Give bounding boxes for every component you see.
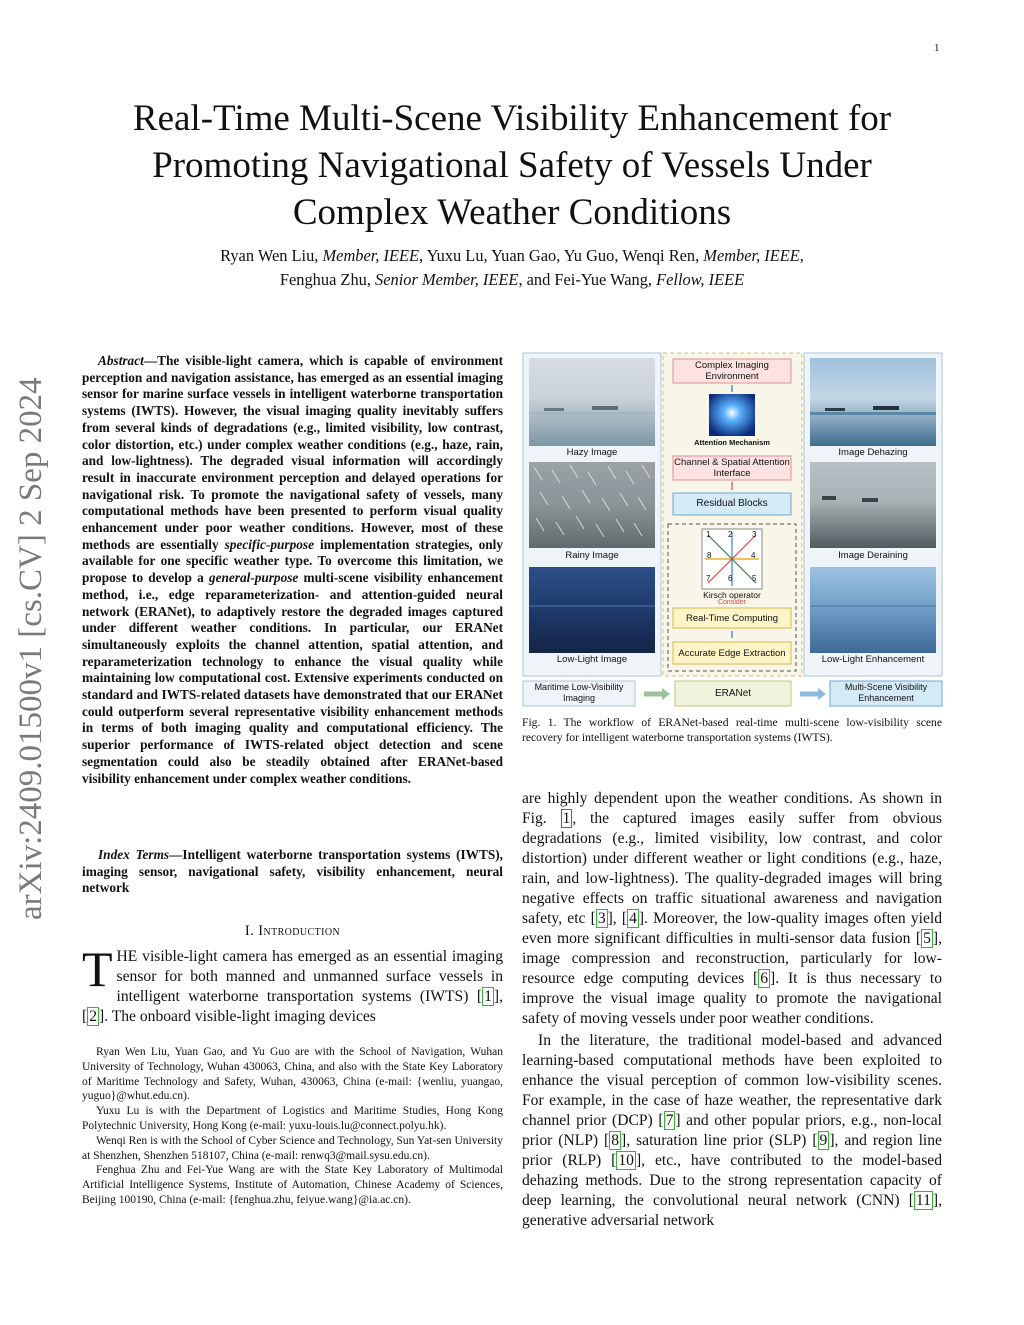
label-dehazing: Image Dehazing [838,447,908,458]
figure-caption [522,716,942,745]
drop-cap: T [82,941,113,997]
page-number: 1 [934,42,940,54]
footnote: Ryan Wen Liu, Yuan Gao, and Yu Guo are with the School of Navigation, Wuhan University of Technology, Wuhan 430063, China, and also with the State Key Laboratory of Maritime Technology and Safety, Wuhan, 430063, China (e-mail: {wenliu, yuangao, yuguo}@whut.edu.cn). [82,1046,503,1103]
label-enhancement: Low-Light Enhancement [821,654,925,665]
title-line-2: Promoting Navigational Safety of Vessels Under [152,145,872,186]
title-line-1: Real-Time Multi-Scene Visibility Enhancement for [132,98,892,139]
label-eranet: ERANet [714,688,752,699]
body-text: , the captured images easily suffer from obvious degradations (e.g., limited visibility, low contrast, and color distortion) under different weather or light conditions (e.g., haze, rain, and low-lightness). The quality-degraded images will bring negative effects on traffic situational awareness and navigation safety, etc [ [522,810,942,927]
section-number: I. [244,923,255,939]
citation-link[interactable]: 10 [618,1152,634,1169]
body-text: ], generative adversarial network [522,1192,942,1229]
abstract [82,353,503,787]
figure-link[interactable]: 1 [562,810,571,827]
label-low-light: Low-Light Image [556,654,628,665]
hazy-image [529,358,655,446]
body-text: ], etc., have contributed to the model-based dehazing methods. Due to the strong representation capacity of deep learning, the convolutional neural network (CNN) [ [522,1152,942,1209]
author-footnotes [82,1045,503,1208]
abstract-emphasis: specific-purpose [224,536,314,552]
author-text: Ryan Wen Liu, [220,246,323,265]
intro-text: HE visible-light camera has emerged as an essential imaging sensor for both manned and unmanned surface vessels in intelligent waterborne transportation systems (IWTS) [ [116,948,503,1005]
author-line-2 [60,268,964,292]
title-line-3: Complex Weather Conditions [292,192,732,233]
body-text: ]. Moreover, the low-quality images often yield even more significant difficulties in multi-sensor data fusion [ [522,910,942,947]
citation-link[interactable]: 7 [665,1112,674,1129]
kirsch-num: 4 [751,551,756,560]
abstract-text: —The visible-light camera, which is capable of environment perception and navigation assistance, has emerged as an essential imaging sensor for marine surface vessels in intelligent waterborne transportation systems (IWTS). However, the visual imaging quality inevitably suffers from several kinds of degradations (e.g., limited visibility, low contrast, color distortion, etc.) under complex weather conditions (e.g., haze, rain, and low-lightness). The degraded visual information will accordingly result in inaccurate environment perception and delayed operations for navigational risk. To promote the navigational safety of vessels, many computational methods have been presented to perform visual quality enhancement under poor weather conditions. However, most of these methods are essentially [82,353,503,552]
citation-link[interactable]: 8 [611,1132,620,1149]
abstract-label: Abstract [98,353,144,368]
footnote: Yuxu Lu is with the Department of Logistics and Maritime Studies, Hong Kong Polytechnic University, Hong Kong (e-mail: yuxu-louis.lu@connect.polyu.hk). [82,1105,503,1132]
abstract-text: implementation strategies, only available for one specific weather type. To overcome this limitation, we propose to develop a [82,536,503,586]
section-heading [82,923,503,940]
low-light-image [529,567,655,653]
paragraph [522,1031,942,1231]
author-line-1 [60,244,964,268]
label-hazy: Hazy Image [566,447,618,458]
body-text: ], saturation line prior (SLP) [ [621,1132,818,1149]
label-output: Multi-Scene Visibility Enhancement [844,682,928,703]
attention-head-icon [709,394,755,436]
right-column-body [522,789,942,1231]
citation-link[interactable]: 4 [629,910,637,927]
kirsch-num: 8 [707,551,712,560]
index-terms-label: Index Terms [98,847,170,862]
body-text: ], image compression and reconstruction, particularly for low-resource edge computing devices [ [522,930,942,987]
body-text: ]. It is thus necessary to improve the visual image quality to promote the navigational safety of moving vessels under poor weather conditions. [522,970,942,1027]
caption-text: The workflow of ERANet-based real-time multi-scene low-visibility scene recovery for intelligent waterborne transportation systems (IWTS). [522,716,942,744]
author-role: Senior Member, IEEE [375,270,519,289]
label-kirsch: Kirsch operator [703,590,761,600]
author-list [60,244,964,292]
arxiv-stamp: arXiv:2409.01500v1 [cs.CV] 2 Sep 2024 [13,377,49,920]
label-residual: Residual Blocks [696,498,768,509]
label-deraining: Image Deraining [838,550,908,561]
figure-1 [522,352,944,708]
body-text: In the literature, the traditional model-based and advanced learning-based computational methods have been exploited to enhance the visual perception of common low-visibility scenes. For example, in the case of haze weather, the representative dark channel prior (DCP) [ [522,1032,942,1129]
citation-link[interactable]: 3 [597,910,606,927]
body-text: are highly dependent upon the weather conditions. As shown in Fig. [522,790,942,827]
index-terms [82,847,503,897]
enhanced-image [810,567,936,653]
abstract-emphasis: general-purpose [208,570,299,586]
author-text: , Yuxu Lu, Yuan Gao, Yu Guo, Wenqi Ren, [419,246,704,265]
dehazed-image [810,358,936,446]
abstract-text: multi-scene visibility enhancement method, i.e., edge reparameterization- and attention-guided neural network (ERANet), to adaptively restore the degraded images captured under different weather conditions. In particular, our ERANet simultaneously exploits the channel attention, spatial attention, and reparameterization technology to enhance the visual quality while maintaining low computational cost. Extensive experiments conducted on standard and IWTS-related datasets have demonstrated that our ERANet could outperform several representative visibility enhancement methods in terms of both imaging quality and computational efficiency. The superior performance of IWTS-related object detection and scene segmentation could also be steadily obtained after ERANet-based visibility enhancement under complex weather conditions. [82,570,503,786]
author-text: , and Fei-Yue Wang, [518,270,657,289]
citation-link[interactable]: 6 [760,970,769,987]
author-role: Member, IEEE [703,246,800,265]
intro-text: ]. The onboard visible-light imaging devices [99,1008,376,1025]
citation-link[interactable]: 2 [89,1008,97,1025]
label-rainy: Rainy Image [565,550,619,561]
citation-link[interactable]: 1 [484,988,492,1005]
label-channel: Channel & Spatial Attention Interface [674,457,790,479]
derained-image [810,462,936,548]
body-text: ] and other popular priors, e.g., non-local prior (NLP) [ [522,1112,942,1149]
author-text: Fenghua Zhu, [279,270,376,289]
section-title: Introduction [258,923,341,939]
footnote: Fenghua Zhu and Fei-Yue Wang are with the State Key Laboratory of Multimodal Artificial Intelligence Systems, Institute of Automation, Chinese Academy of Sciences, Beijing 100190, China (e-mail: {fenghua.zhu, feiyue.wang}@ia.ac.cn). [82,1164,503,1206]
citation-link[interactable]: 5 [923,930,931,947]
paper-title [60,95,964,236]
citation-link[interactable]: 9 [819,1132,828,1149]
kirsch-num: 2 [728,530,733,539]
kirsch-num: 7 [706,574,711,583]
label-input: Maritime Low-Visibility Imaging [534,682,624,703]
label-attention: Attention Mechanism [694,438,770,447]
body-text: ], [ [607,910,628,927]
author-text: , [799,246,804,265]
paragraph [522,789,942,1029]
label-consider: Consider [717,599,746,606]
kirsch-num: 5 [752,574,757,583]
caption-label: Fig. 1. [522,716,557,729]
kirsch-num: 6 [728,574,733,583]
footnote: Wenqi Ren is with the School of Cyber Science and Technology, Sun Yat-sen University at Shenzhen, Shenzhen 518107, China (e-mail: renwq3@mail.sysu.edu.cn). [82,1134,503,1162]
index-terms-text: —Intelligent waterborne transportation systems (IWTS), imaging sensor, navigational safety, visibility enhancement, neural network [82,847,503,896]
author-role: Member, IEEE [322,246,420,265]
label-complex: Complex Imaging Environment [695,360,769,382]
kirsch-num: 3 [752,530,757,539]
intro-paragraph [82,941,503,1027]
author-role: Fellow, IEEE [656,270,745,289]
citation-link[interactable]: 11 [915,1192,931,1209]
label-realtime: Real-Time Computing [685,613,779,624]
label-edge: Accurate Edge Extraction [678,648,786,659]
kirsch-num: 1 [706,530,711,539]
body-text: ], and region line prior (RLP) [ [522,1132,942,1169]
intro-text: ], [ [82,988,503,1025]
